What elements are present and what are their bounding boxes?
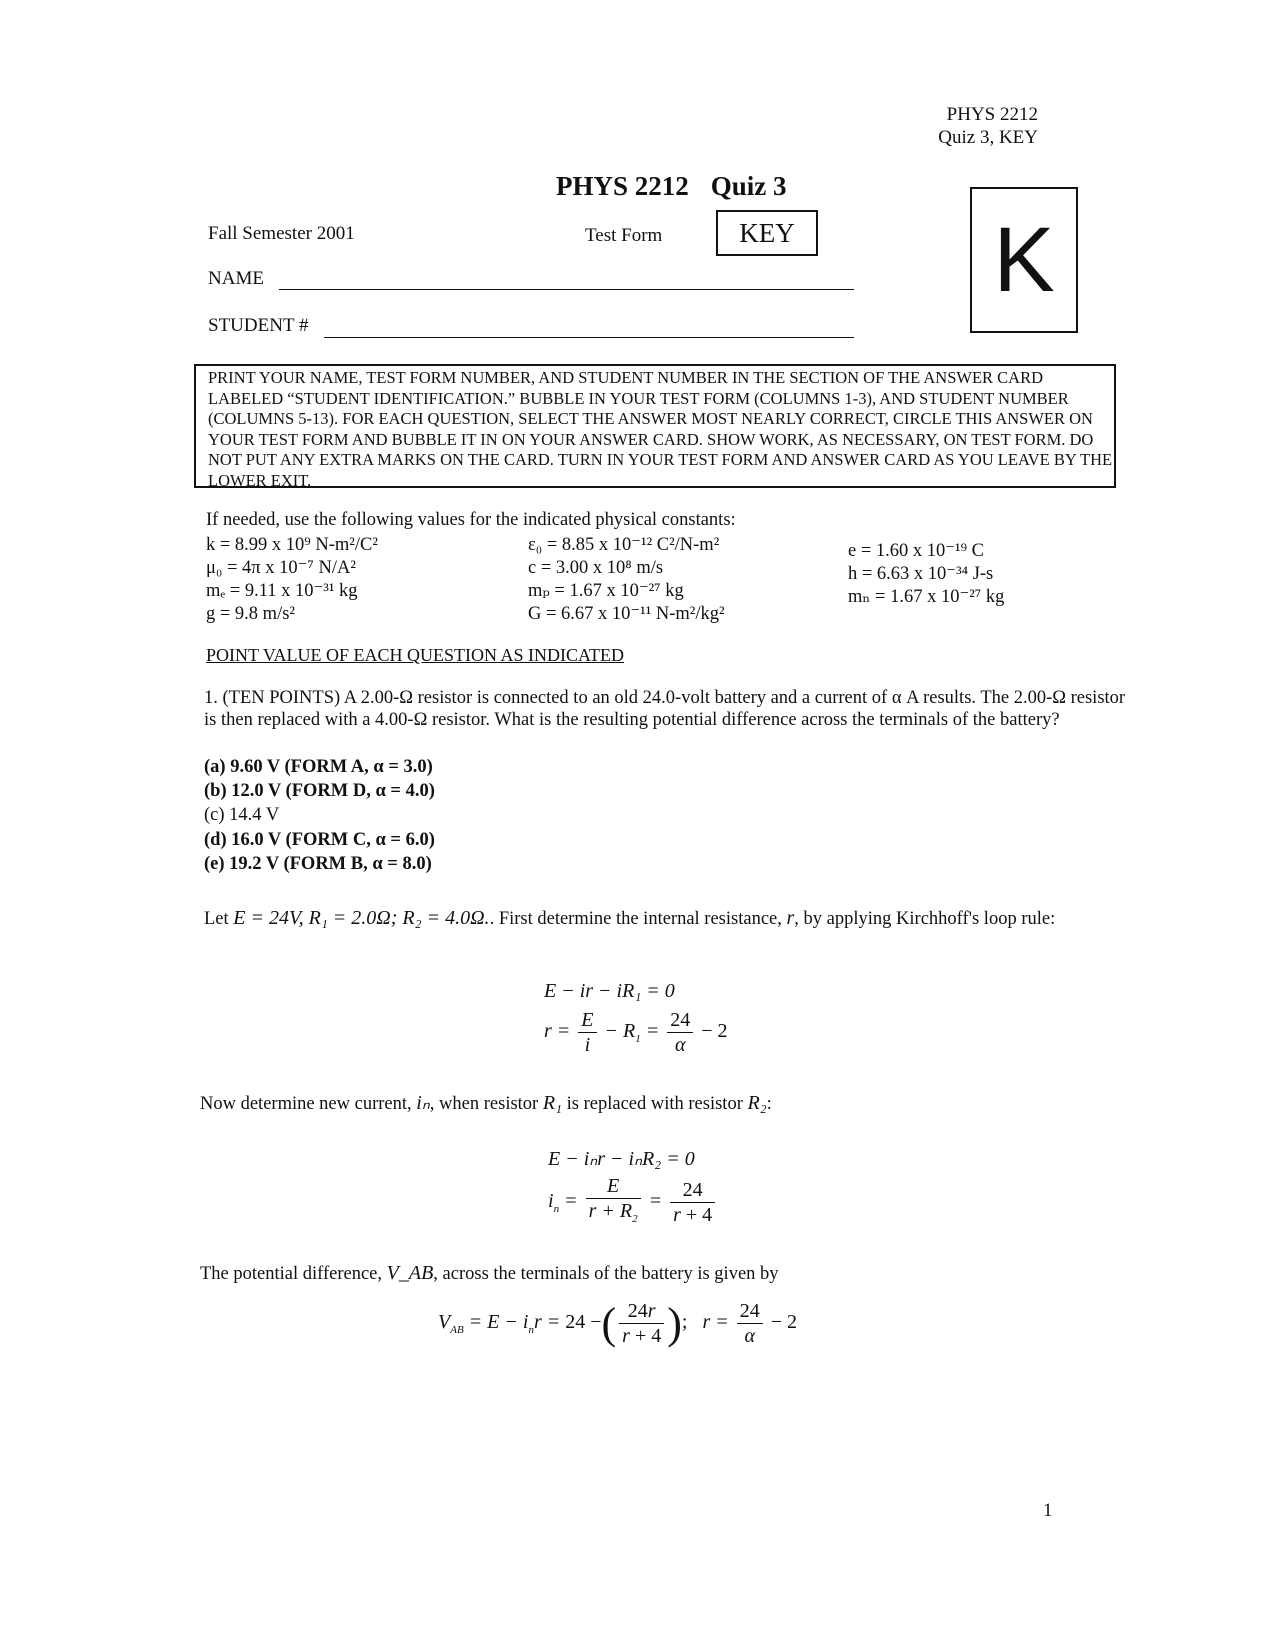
solution-paragraph-2: [200, 1092, 1100, 1115]
const-G: G = 6.67 x 10⁻¹¹ N-m²/kg²: [528, 604, 725, 624]
page-number: 1: [1043, 1500, 1053, 1521]
student-number-field[interactable]: [324, 337, 854, 338]
const-h: h = 6.63 x 10⁻³⁴ J-s: [848, 564, 994, 584]
p2-prefix: Now determine new current,: [200, 1094, 412, 1114]
equation-5: $V_{AB} = E - i_nr = 24$ −( $\frac{24r}{r + 4}$ ); r = $\frac{24}{\alpha}$ − 2: [438, 1299, 798, 1348]
constants-col1: [206, 534, 378, 626]
p1-end: , by applying Kirchhoff's loop rule:: [794, 909, 1056, 929]
p3-end: , across the terminals of the battery is given by: [433, 1264, 779, 1284]
option-b[interactable]: (b) 12.0 V (FORM D, α = 4.0): [204, 781, 435, 802]
instructions-text: PRINT YOUR NAME, TEST FORM NUMBER, AND STUDENT NUMBER IN THE SECTION OF THE ANSWER CARD LABELED “STUDENT IDENTIFICATION.” BUBBLE IN YOUR TEST FORM (COLUMNS 1-3), AND STUDENT NUMBER (COLUMNS 5-13). FOR EACH QUESTION, SELECT THE ANSWER MOST NEARLY CORRECT, CIRCLE THIS ANSWER ON YOUR TEST FORM AND BUBBLE IT IN ON YOUR ANSWER CARD. SHOW WORK, AS NECESSARY, ON TEST FORM. DO NOT PUT ANY EXTRA MARKS ON THE CARD. TURN IN YOUR TEST FORM AND ANSWER CARD AS YOU LEAVE BY THE LOWER EXIT.: [208, 368, 1113, 490]
option-d[interactable]: (d) 16.0 V (FORM C, α = 6.0): [204, 829, 435, 850]
question-1-text: 1. (TEN POINTS) A 2.00-Ω resistor is connected to an old 24.0-volt battery and a current of α A results. The 2.00-Ω resistor is then replaced with a 4.00-Ω resistor. What is the resulting potential difference across the terminals of the battery?: [204, 688, 1126, 730]
p1-prefix: Let: [204, 909, 229, 929]
const-mn: mₙ = 1.67 x 10⁻²⁷ kg: [848, 587, 1005, 607]
point-value-heading: POINT VALUE OF EACH QUESTION AS INDICATED: [206, 645, 625, 665]
page-header: [938, 103, 1038, 149]
question-1-options: [204, 755, 435, 876]
const-me: mₑ = 9.11 x 10⁻³¹ kg: [206, 581, 358, 601]
const-g: g = 9.8 m/s²: [206, 604, 295, 624]
option-e[interactable]: (e) 19.2 V (FORM B, α = 8.0): [204, 853, 432, 874]
solution-paragraph-3: [200, 1262, 1100, 1285]
header-course: PHYS 2212: [946, 104, 1038, 125]
constants-intro: If needed, use the following values for the indicated physical constants:: [206, 510, 736, 530]
instructions-box: [194, 364, 1116, 488]
p1-var: r: [786, 907, 795, 929]
p3-prefix: The potential difference,: [200, 1264, 383, 1284]
p1-suffix: . First determine the internal resistance,: [489, 909, 782, 929]
form-letter-box: [970, 187, 1078, 333]
p2-end: :: [766, 1094, 772, 1114]
p1-math: E = 24V, R₁ = 2.0Ω; R₂ = 4.0Ω.: [233, 907, 490, 929]
option-c[interactable]: (c) 14.4 V: [204, 805, 280, 826]
const-k: k = 8.99 x 10⁹ N-m²/C²: [206, 535, 378, 555]
equation-2: r = $\frac{E}{i}$ − $R_1$ = $\frac{24}{\alpha}$ − 2: [544, 1009, 728, 1056]
title-quiz: Quiz 3: [710, 171, 787, 201]
test-form-label: Test Form: [585, 225, 663, 246]
equation-3: E − iₙr − iₙR₂ = 0: [548, 1148, 695, 1170]
name-label: NAME: [208, 268, 264, 289]
const-e: e = 1.60 x 10⁻¹⁹ C: [848, 541, 984, 561]
p2-var: iₙ: [416, 1092, 430, 1114]
solution-paragraph-1: [204, 907, 1104, 930]
constants-col2: [528, 534, 725, 626]
constants-col3: [848, 540, 1004, 609]
p2-r2: R₂: [747, 1092, 767, 1114]
form-letter: K: [993, 209, 1055, 311]
name-field[interactable]: [279, 289, 854, 290]
header-quiz: Quiz 3, KEY: [938, 127, 1038, 148]
const-c: c = 3.00 x 10⁸ m/s: [528, 558, 664, 578]
semester: Fall Semester 2001: [208, 223, 355, 244]
title-course: PHYS 2212: [556, 171, 689, 201]
p2-mid2: is replaced with resistor: [566, 1094, 743, 1114]
equation-1: E − ir − iR₁ = 0: [544, 980, 675, 1002]
const-eps0: ε₀ = 8.85 x 10⁻¹² C²/N-m²: [528, 535, 720, 555]
const-mu0: μ₀ = 4π x 10⁻⁷ N/A²: [206, 558, 356, 578]
student-number-label: STUDENT #: [208, 315, 309, 336]
p3-var: V_AB: [386, 1262, 434, 1284]
test-form-value: KEY: [716, 210, 818, 256]
const-mp: mₚ = 1.67 x 10⁻²⁷ kg: [528, 581, 684, 601]
p2-r1: R₁: [542, 1092, 563, 1114]
option-a[interactable]: (a) 9.60 V (FORM A, α = 3.0): [204, 757, 433, 777]
p2-mid: , when resistor: [429, 1094, 539, 1114]
equation-4: $i_n$ = $\frac{E}{r + R_2}$ = $\frac{24}{r + 4}$: [548, 1174, 718, 1231]
page-title: [556, 171, 787, 202]
